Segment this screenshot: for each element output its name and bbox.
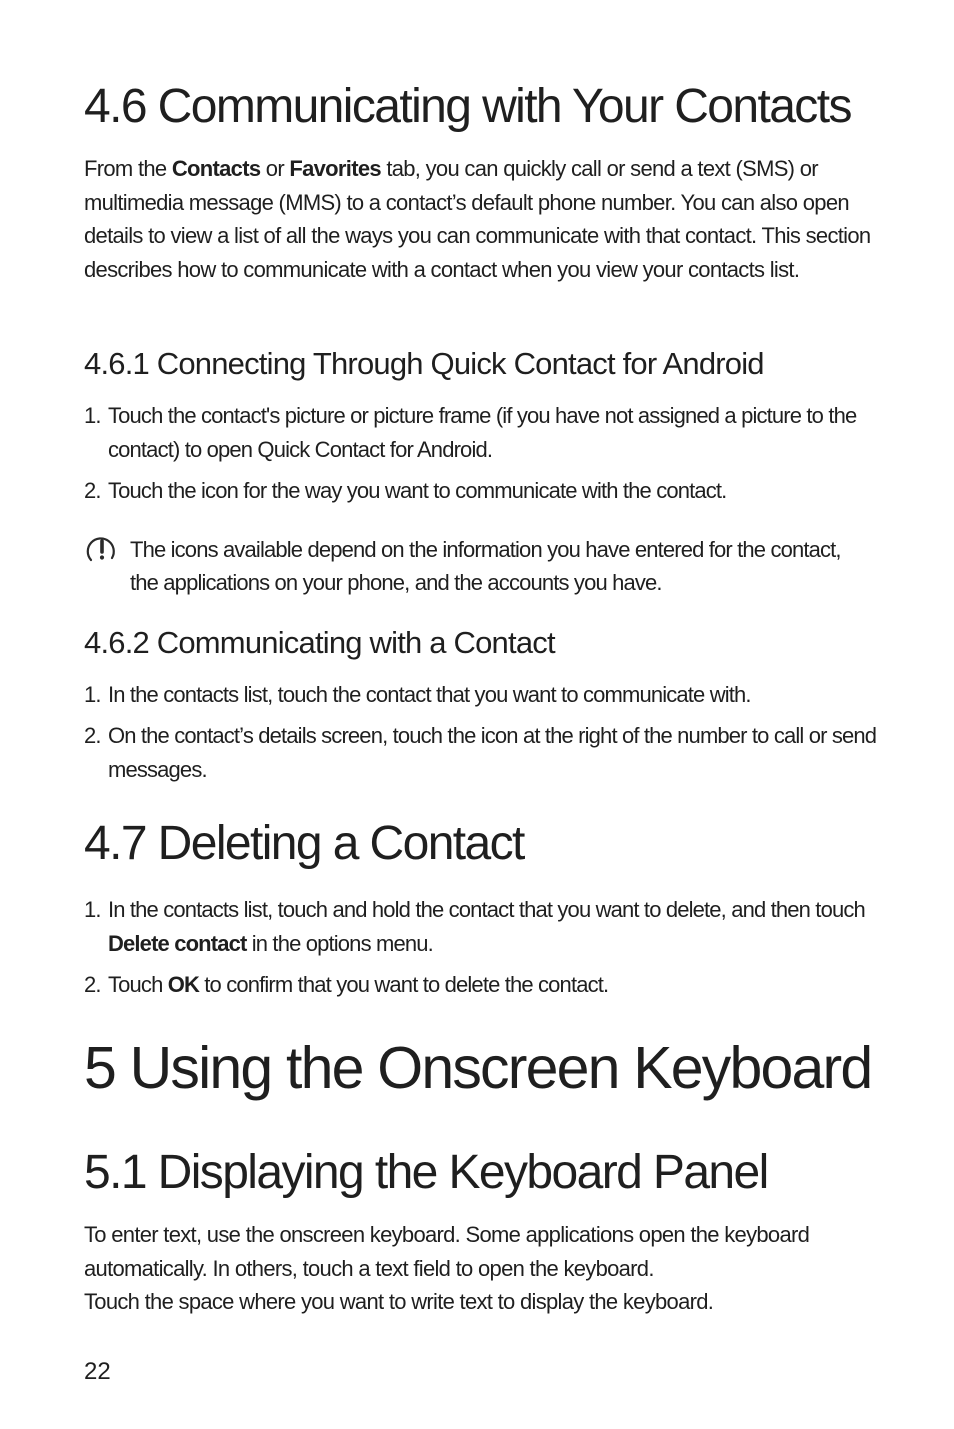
section-5-1-paragraph: To enter text, use the onscreen keyboard. Some applications open the keyboard automatically. In others, touch a text field to open the keyboard. [84,1222,810,1281]
section-4-7-heading: 4.7 Deleting a Contact [84,817,524,870]
list-item: 1. In the contacts list, touch the contact that you want to communicate with. [84,682,751,707]
section-4-6-intro: From the Contacts or Favorites tab, you can quickly call or send a text (SMS) or multimedia message (MMS) to a contact’s default phone number. You can also open details to view a list of all the ways you can communicate with that contact. This section describes how to communicate with a contact when you view your contacts list. [84,156,871,282]
list-item: 2. Touch OK to confirm that you want to delete the contact. [84,972,609,997]
section-4-6-1-heading: 4.6.1 Connecting Through Quick Contact for Android [84,346,764,381]
list-item: 1. Touch the contact's picture or picture frame (if you have not assigned a picture to the contact) to open Quick Contact for Android. [84,403,857,462]
chapter-5-heading: 5 Using the Onscreen Keyboard [84,1035,872,1101]
caution-note-icon [84,534,120,564]
section-4-6-2-heading: 4.6.2 Communicating with a Contact [84,625,555,660]
section-5-1-paragraph-2: Touch the space where you want to write text to display the keyboard. [84,1289,714,1314]
section-5-1-heading: 5.1 Displaying the Keyboard Panel [84,1146,768,1199]
page-number: 22 [84,1358,111,1385]
list-item: 2. Touch the icon for the way you want to communicate with the contact. [84,478,727,503]
note-text: The icons available depend on the information you have entered for the contact, the applications on your phone, and the accounts you have. [130,537,841,595]
section-4-6-heading: 4.6 Communicating with Your Contacts [84,80,851,133]
list-item: 2. On the contact’s details screen, touch the icon at the right of the number to call or send messages. [84,723,877,782]
list-item: 1. In the contacts list, touch and hold the contact that you want to delete, and then touch Delete contact in the options menu. [84,897,865,956]
